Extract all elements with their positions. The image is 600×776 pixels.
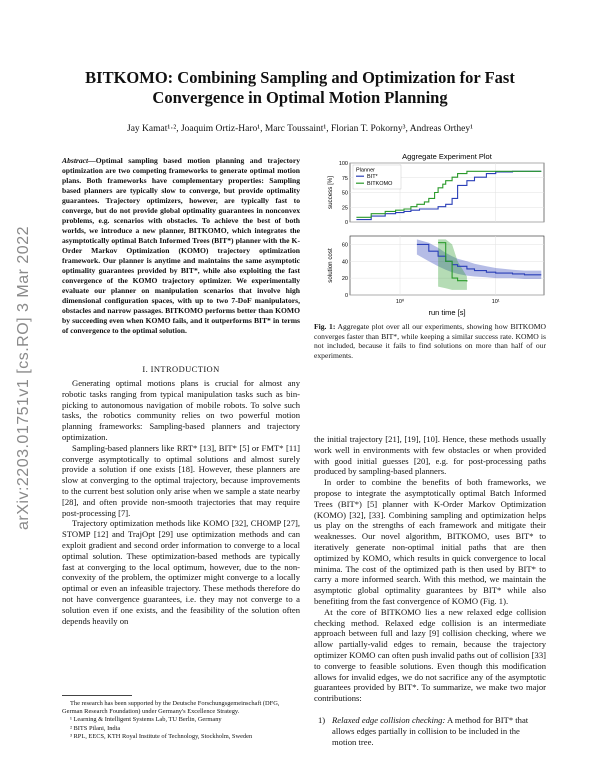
aggregate-experiment-figure: [322, 150, 547, 330]
y-axis-label: success [%]: [327, 175, 334, 210]
arxiv-identifier: [6, 168, 42, 588]
contribution-number: 1): [318, 715, 326, 725]
arxiv-id-text: arXiv:2203.01751v1 [cs.RO] 3 Mar 2022: [15, 226, 32, 530]
abstract-text: —Optimal sampling based motion planning and trajectory optimization are two competing frameworks to generate optimal motion plans. Both frameworks have complementary properties: Sampling based planners are typically slow to converge, but provide optimality guarantees. Trajectory optimizers, however, are typically fast to converge, but do not provide global optimality guarantees in nonconvex problems, e.g. scenarios with obstacles. To achieve the best of both worlds, we introduce a new planner, BITKOMO, which integrates the asymptotically optimal Batch Informed Trees (BIT*) planner with the K-Order Markov Optimization (KOMO) trajectory optimization framework. Our planner is anytime and maintains the same asymptotic optimality guarantees provided by BIT*, while also exploiting the fast convergence of the KOMO trajectory optimizer. We experimentally evaluate our planner on manipulation scenarios that involve high dimensional configuration spaces, with up to two 7-DoF manipulators, obstacles and narrow passages. BITKOMO performs better than KOMO by succeeding even when KOMO fails, and it outperforms BIT* in terms of convergence to the optimal solution.: [62, 156, 300, 335]
figure-caption: [314, 322, 546, 360]
x-tick-label: 10¹: [491, 299, 500, 305]
caption-text: Aggregate plot over all our experiments, showing how BITKOMO converges faster than BIT*, while keeping a similar success rate. KOMO is not included, because it fails to find solutions on more than half of our experiments.: [314, 322, 546, 360]
y-tick-label: 0: [344, 220, 348, 226]
legend-entry: BITKOMO: [367, 181, 393, 187]
contribution-text: A method for BIT* that allows edges partially in collision to be included in the motion tree.: [332, 715, 529, 747]
caption-label: Fig. 1:: [314, 322, 336, 331]
y-tick-label: 100: [338, 161, 348, 167]
section-heading: I. INTRODUCTION: [142, 364, 220, 374]
title-line-1: BITKOMO: Combining Sampling and Optimization for Fast: [85, 68, 515, 87]
abstract-label: Abstract: [62, 156, 89, 165]
footnote: The research has been supported by the Deutsche Forschungsgemeinschaft (DFG, German Research Foundation) under Germany's Excellence Strategy.: [62, 700, 280, 716]
y-tick-label: 60: [341, 242, 348, 249]
contribution-item: [314, 715, 546, 747]
paragraph: Trajectory optimization methods like KOMO [32], CHOMP [27], STOMP [12] and TrajOpt [29] use optimization methods and can exploit gradient and second order information to converge to a local optimal solution. These optimization-based methods are typically fast at converging to the local optimum, however, due to the non-convexity of the problem, the optimizer might converge to a locally optimal or even an infeasible trajectory. These methods therefore do not have convergence guarantees, i.e. they may not converge to a solution even if one exists, and the feasibility of the solution often depends heavily on: [62, 518, 300, 626]
y-tick-label: 0: [344, 293, 348, 299]
paragraph: In order to combine the benefits of both frameworks, we propose to integrate the asymptotically optimal Batch Informed Trees (BIT*) [5] planner with K-Order Markov Optimization (KOMO) [32], [33]. Combining sampling and optimization helps us play on the strengths of each framework and mitigate their weaknesses. Our novel algorithm, BITKOMO, uses BIT* to iteratively generate non-optimal initial paths that are then optimized by KOMO, which results in quick convergence to local minima. The cost of the optimized path is then used by BIT* to carry a more informed search. With this method, we maintain the asymptotic global optimality guarantees by BIT* while also benefiting from the fast convergence of KOMO (Fig. 1).: [314, 477, 546, 606]
footnote: ³ RPL, EECS, KTH Royal Institute of Technology, Stockholm, Sweden: [70, 732, 253, 740]
paragraph: At the core of BITKOMO lies a new relaxed edge collision checking method. Relaxed edge collision is an intermediate approach between full and lazy [9] collision checking, where we allow partially-valid edges to remain, because the trajectory optimizer KOMO can often push invalid paths out of collision [33] to converge to feasible solutions. Even though this modification allows for invalid edges, we do not sacrifice any of the asymptotic guarantees provided by BIT*. To summarize, we make two major contributions:: [314, 606, 546, 704]
y-tick-label: 25: [341, 205, 348, 212]
y-tick-label: 20: [341, 276, 348, 283]
right-column: [314, 434, 546, 704]
contribution-title: Relaxed edge collision checking:: [332, 715, 446, 725]
cost-panel: [327, 236, 544, 305]
abstract: [62, 156, 300, 336]
footnote: ¹ Learning & Intelligent Systems Lab, TU Berlin, Germany: [70, 716, 222, 724]
success-panel: [327, 161, 544, 226]
y-axis-label: solution cost: [327, 248, 334, 283]
paragraph: the initial trajectory [21], [19], [10]. Hence, these methods usually work well in environments with few obstacles or when provided with good initial guesses [20], e.g. for post-processing paths produced by sampling-based planners.: [314, 434, 546, 477]
paper-title: [60, 68, 540, 108]
y-tick-label: 40: [341, 259, 348, 266]
x-axis-label: run time [s]: [428, 308, 466, 317]
paragraph: Sampling-based planners like RRT* [13], BIT* [5] or FMT* [11] converge asymptotically to optimal solutions and almost surely provide a solution if one exists [18]. However, these planners are slow at converging to the optimal trajectory, because improvements to the current best solution only arise when we sample a state nearby [28], and often provide non-smooth trajectories that may require post-processing [7].: [62, 442, 300, 518]
y-tick-label: 75: [341, 175, 348, 182]
left-column: [62, 378, 300, 626]
chart-legend: [353, 165, 401, 189]
footnote: ² BITS Pilani, India: [70, 724, 121, 732]
legend-entry: BIT*: [367, 174, 378, 180]
y-tick-label: 50: [341, 190, 348, 197]
title-line-2: Convergence in Optimal Motion Planning: [152, 88, 448, 107]
legend-title: Planner: [356, 167, 375, 174]
footnote-divider: [62, 695, 132, 696]
footnotes: [62, 700, 300, 741]
x-tick-label: 10⁰: [395, 299, 405, 305]
author-list: Jay Kamat¹·², Joaquim Ortiz-Haro¹, Marc Toussaint¹, Florian T. Pokorny³, Andreas Orthey¹: [127, 124, 473, 134]
paragraph: Generating optimal motions plans is crucial for almost any robotic tasks ranging from typical manipulation tasks such as bin-picking to autonomous navigation of mobile robots. To solve such tasks, the robotics community relies on two powerful motion planning frameworks: Sampling-based planners and trajectory optimization.: [62, 378, 300, 442]
chart-title: Aggregate Experiment Plot: [402, 152, 492, 161]
